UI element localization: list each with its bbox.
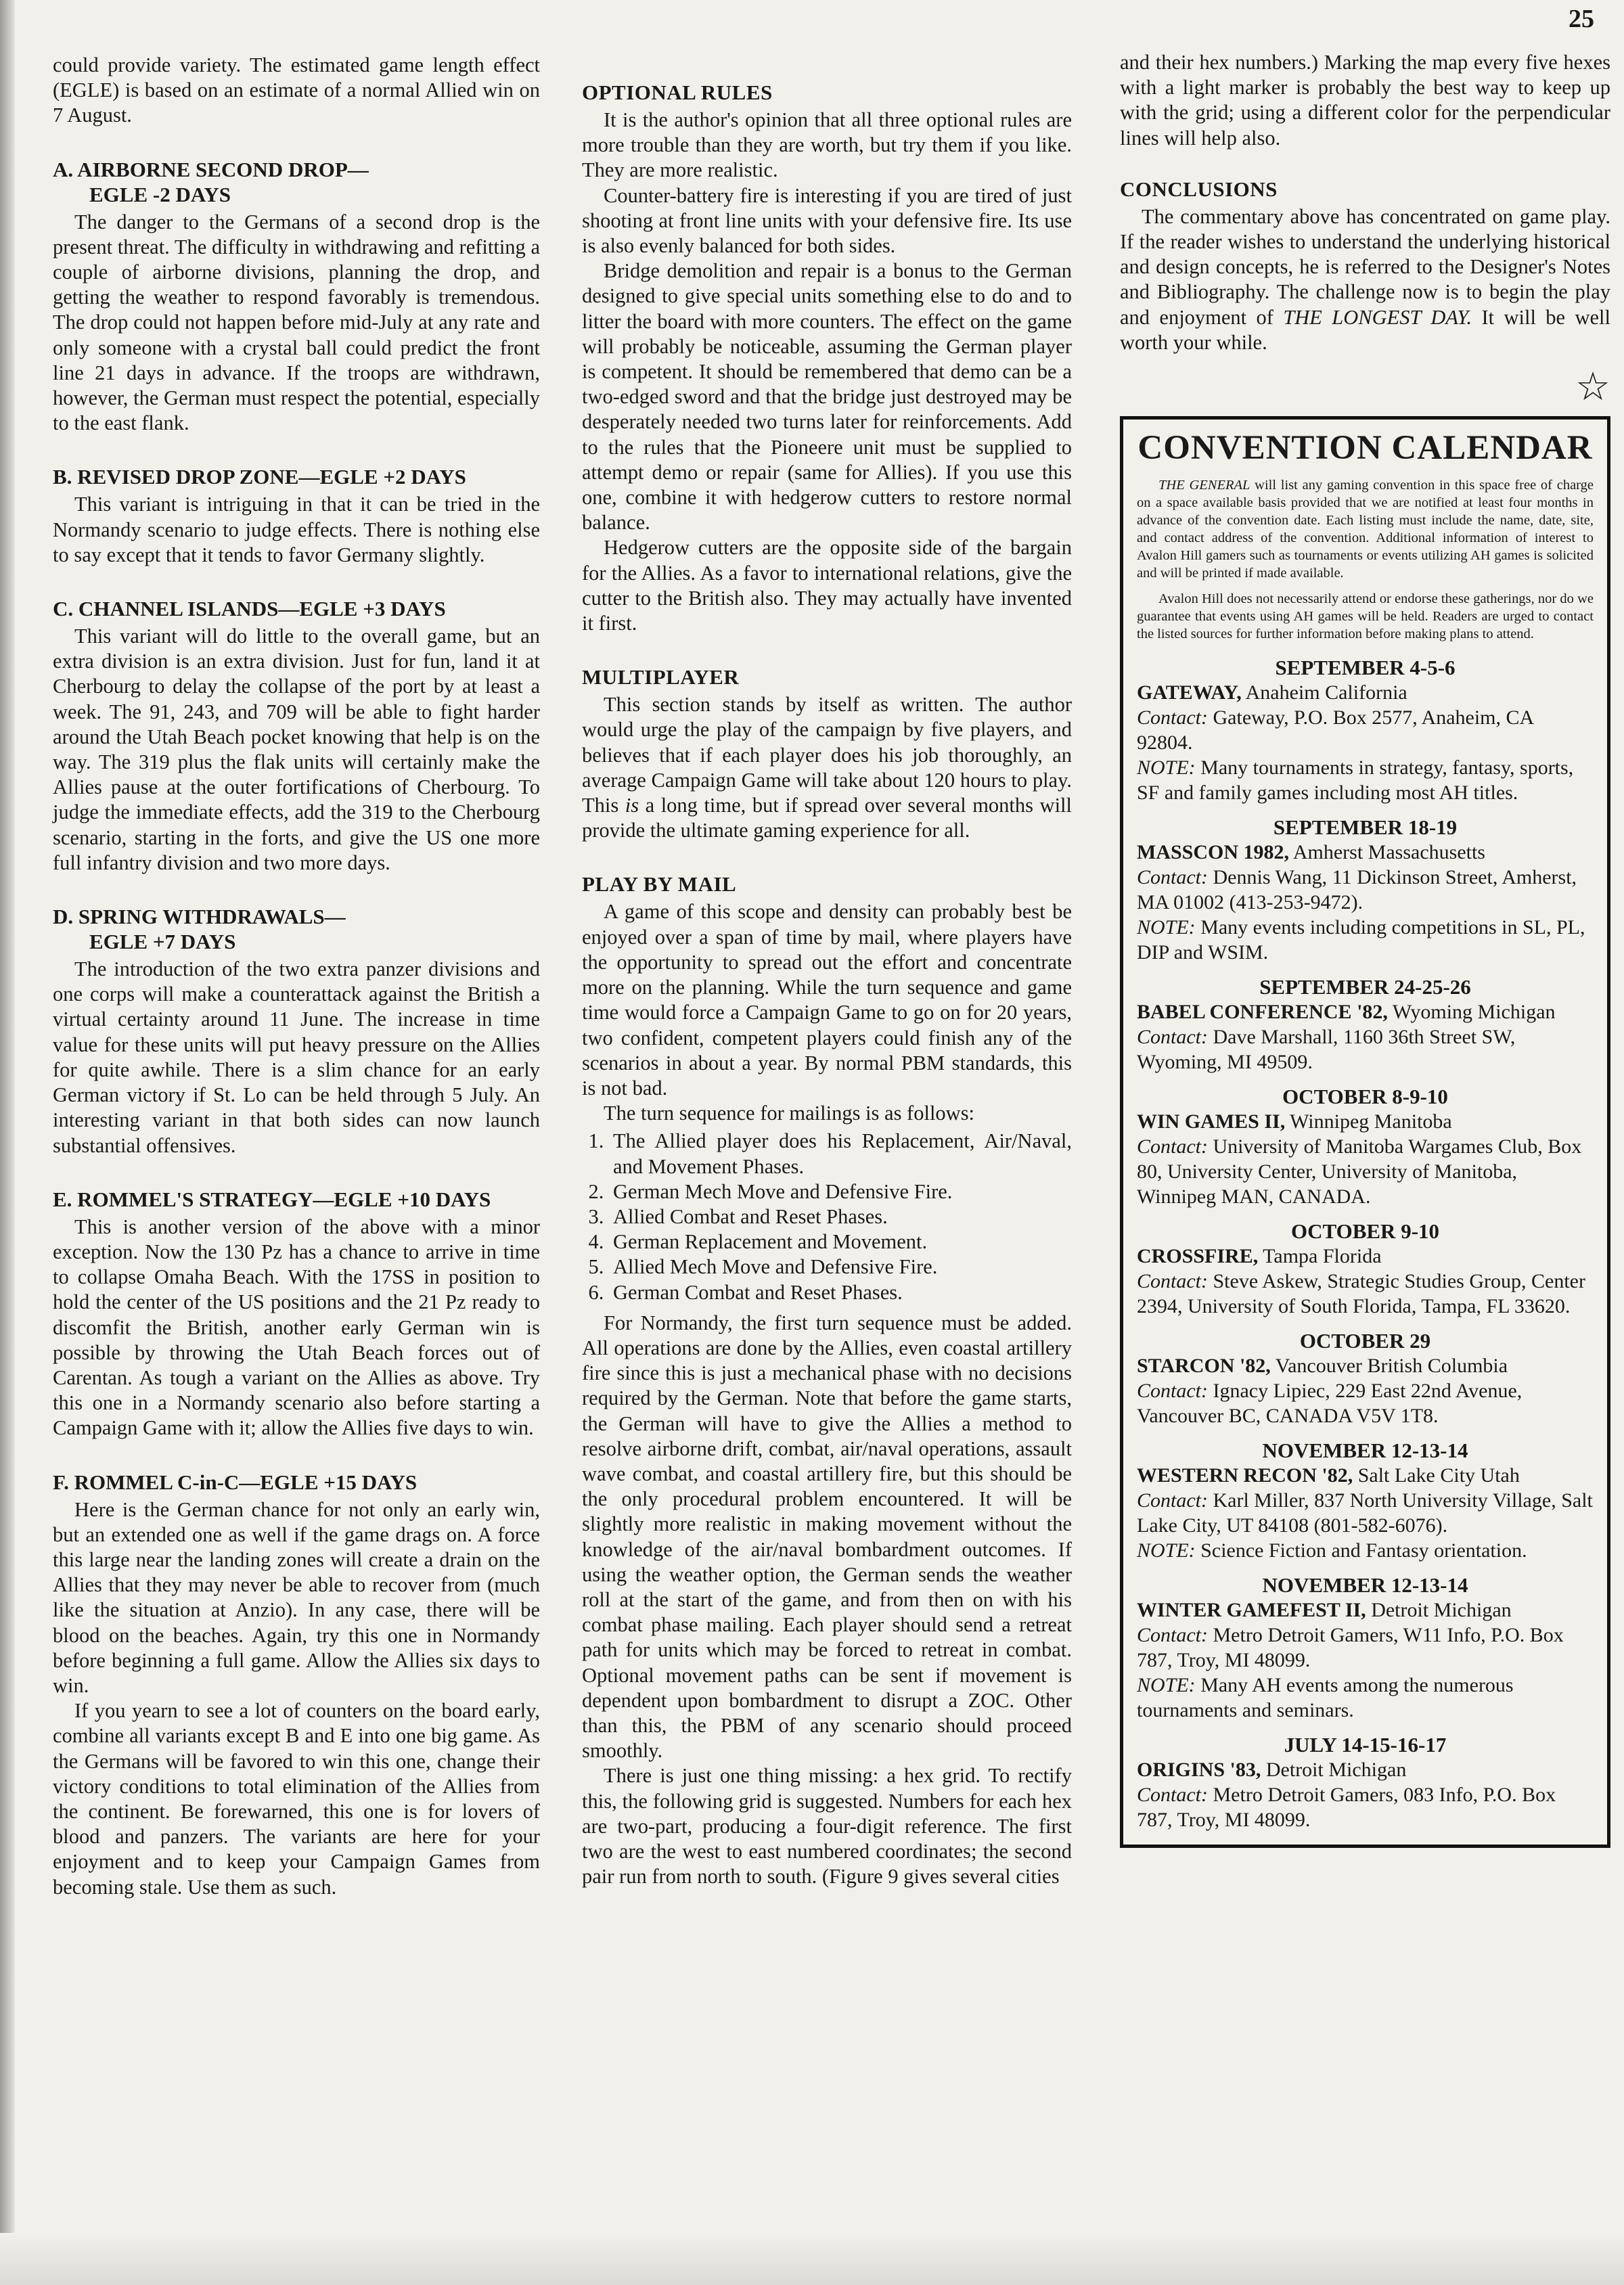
section-c: [53, 596, 540, 876]
event-date: SEPTEMBER 24-25-26: [1259, 975, 1471, 999]
section-paragraph: If you yearn to see a lot of counters on the board early, combine all variants except B and E into one big game. As the Germans will be favored to win this one, change their victory conditions to total elimination of the Allies from the continent. Be forewarned, this one is for lovers of blood and panzers. The variants are here for your enjoyment and to keep your Campaign Games from becoming stale. Use them as such.: [53, 1699, 540, 1899]
list-item: 6. German Combat and Reset Phases.: [609, 1280, 1072, 1305]
section-a: [53, 157, 540, 436]
calendar-disclaimer: Avalon Hill does not necessarily attend or endorse these gatherings, nor do we guarantee that events using AH games will be held. Readers are urged to contact the listed sources for further information before making plans to attend.: [1137, 591, 1594, 642]
scan-binding-shadow: [0, 0, 15, 2285]
list-item: 5. Allied Mech Move and Defensive Fire.: [609, 1254, 1072, 1280]
column-left: [53, 53, 540, 1900]
pbm-paragraph: For Normandy, the first turn sequence must be added. All operations are done by the Allies, even coastal artillery fire since this is just a mechanical phase with no decisions required by the German. Note that before the game starts, the German will have to give the Allies a method to resolve airborne drift, combat, air/naval operations, assault wave combat, and coastal artillery fire, but this should be the only procedural problem encountered. It will be slightly more realistic in making movement without the knowledge of the air/naval bombardment outcomes. If using the weather option, the German sends the weather roll at the start of the game, and from then on with his combat phase mailing. Each player should send a retreat path for units which may be forced to retreat in combat. Optional movement paths can be sent if movement is dependent upon bombardment to disrupt a ZOC. Other than this, the PBM of any scenario should proceed smoothly.: [582, 1311, 1072, 1763]
section-paragraph: The danger to the Germans of a second drop is the present threat. The difficulty in withdrawing and refitting a couple of airborne divisions, planning the drop, and getting the weather to respond favorably is tremendous. The drop could not happen before mid-July at any rate and only someone with a crystal ball could predict the front line 21 days in advance. If the troops are withdrawn, however, the German must respect the potential, especially to the east flank.: [53, 210, 540, 435]
event-title: WINTER GAMEFEST II, Detroit Michigan: [1137, 1599, 1512, 1622]
event-contact: Contact: Dennis Wang, 11 Dickinson Street, Amherst, MA 01002 (413-253-9472).: [1137, 866, 1577, 914]
event-title: WIN GAMES II, Winnipeg Manitoba: [1137, 1110, 1452, 1133]
pbm-paragraph: There is just one thing missing: a hex grid. To rectify this, the following grid is suggested. Numbers for each hex are two-part, producing a four-digit reference. The first two are the west to east numbered coordinates; the second pair run from north to south. (Figure 9 gives several cities: [582, 1764, 1072, 1888]
event-date: NOVEMBER 12-13-14: [1262, 1439, 1468, 1463]
convention-listing: [1137, 1732, 1594, 1832]
event-note: NOTE: Many AH events among the numerous tournaments and seminars.: [1137, 1674, 1514, 1722]
optional-rules-paragraph: Hedgerow cutters are the opposite side of the bargain for the Allies. As a favor to international relations, give the cutter to the British also. They may actually have invented it first.: [582, 536, 1072, 635]
calendar-title: CONVENTION CALENDAR: [1137, 429, 1593, 468]
optional-rules-paragraph: It is the author's opinion that all three optional rules are more trouble than they are worth, but try them if you like. They are more realistic.: [582, 108, 1072, 182]
event-contact: Contact: Metro Detroit Gamers, W11 Info, P.O. Box 787, Troy, MI 48099.: [1137, 1624, 1564, 1672]
section-paragraph: Here is the German chance for not only an early win, but an extended one as well if the game drags on. A force this large near the landing zones will create a drain on the Allies that they may never be able to recover from (much like the situation at Anzio). In any case, there will be blood on the beaches. Again, try this one in Normandy before beginning a full game. Allow the Allies six days to win.: [53, 1497, 540, 1697]
convention-calendar-box: [1120, 416, 1610, 1848]
event-date: OCTOBER 9-10: [1290, 1219, 1440, 1244]
event-date: OCTOBER 29: [1299, 1329, 1431, 1353]
event-date: SEPTEMBER 4-5-6: [1275, 656, 1456, 680]
event-contact: Contact: University of Manitoba Wargames Club, Box 80, University Center, University of Manitoba, Winnipeg MAN, CANADA.: [1137, 1135, 1582, 1208]
optional-rules-heading: OPTIONAL RULES: [582, 81, 773, 104]
pbm-paragraph: The turn sequence for mailings is as follows:: [604, 1102, 975, 1125]
column-middle: [582, 80, 1072, 1889]
convention-listing: [1137, 655, 1594, 805]
convention-listing: [1137, 815, 1594, 965]
conclusions-paragraph: The commentary above has concentrated on game play. If the reader wishes to understand the underlying historical and design concepts, he is referred to the Designer's Notes and Bibliography. The challenge now is to begin the play and enjoyment of THE LONGEST DAY. It will be well worth your while.: [1120, 204, 1610, 354]
section-paragraph: The introduction of the two extra panzer divisions and one corps will make a counterattack against the British a virtual certainty around 11 June. The increase in time value for these units will put heavy pressure on the Allies for quite awhile. There is a slim chance for an early German victory if St. Lo can be held through 5 July. An interesting variant in that both sides can now launch substantial offensives.: [53, 957, 540, 1157]
section-e: [53, 1187, 540, 1441]
section-paragraph: This is another version of the above with a minor exception. Now the 130 Pz has a chance to arrive in time to collapse Omaha Beach. With the 17SS in position to hold the center of the US positions and the 21 Pz ready to discomfit the British, another early German win is possible by throwing the Utah Beach forces out of Carentan. As tough a variant on the Allies as above. Try this one in a Normandy scenario also before starting a Campaign Game with it; allow the Allies five days to win.: [53, 1215, 540, 1440]
event-title: STARCON '82, Vancouver British Columbia: [1137, 1355, 1508, 1378]
event-note: NOTE: Science Fiction and Fantasy orientation.: [1137, 1539, 1527, 1562]
star-icon: ☆: [1575, 365, 1610, 409]
event-date: NOVEMBER 12-13-14: [1262, 1573, 1468, 1598]
convention-listing: [1137, 1438, 1594, 1563]
event-title: MASSCON 1982, Amherst Massachusetts: [1137, 841, 1485, 864]
event-title: CROSSFIRE, Tampa Florida: [1137, 1245, 1382, 1268]
column-right: [1120, 50, 1610, 1848]
conclusions-heading: CONCLUSIONS: [1120, 177, 1278, 201]
section-b: [53, 464, 540, 568]
convention-listing: [1137, 1328, 1594, 1428]
list-item: 3. Allied Combat and Reset Phases.: [609, 1204, 1072, 1229]
play-by-mail-heading: PLAY BY MAIL: [582, 872, 737, 897]
scan-bottom-shadow: [0, 2233, 1624, 2285]
pbm-paragraph: A game of this scope and density can probably best be enjoyed over a span of time by mail, where players have the opportunity to spread out the effort and concentrate more on the planning. While the turn sequence and game time would force a Campaign Game to go on for 20 years, two confident, competent players could finish any of the scenarios in about a year. By normal PBM standards, this is not bad.: [582, 900, 1072, 1100]
event-contact: Contact: Ignacy Lipiec, 229 East 22nd Avenue, Vancouver BC, CANADA V5V 1T8.: [1137, 1380, 1522, 1428]
list-item: 1. The Allied player does his Replacement, Air/Naval, and Movement Phases.: [609, 1129, 1072, 1179]
convention-listing: [1137, 1573, 1594, 1723]
event-contact: Contact: Steve Askew, Strategic Studies Group, Center 2394, University of South Florida, Tampa, FL 33620.: [1137, 1270, 1585, 1318]
event-title: GATEWAY, Anaheim California: [1137, 681, 1407, 704]
page-number: 25: [1569, 5, 1594, 33]
calendar-intro: THE GENERAL will list any gaming convention in this space free of charge on a space available basis provided that we are notified at least four months in advance of the convention date. Each listing must include the name, date, site, and contact address of the convention. Additional information of interest to Avalon Hill gamers such as tournaments or events utilizing AH games is solicited and will be printed if made available.: [1137, 478, 1594, 581]
event-date: OCTOBER 8-9-10: [1282, 1085, 1448, 1109]
intro-paragraph: could provide variety. The estimated game length effect (EGLE) is based on an estimate of a normal Allied win on 7 August.: [53, 53, 540, 127]
section-paragraph: This variant is intriguing in that it can be tried in the Normandy scenario to judge effects. There is nothing else to say except that it tends to favor Germany slightly.: [53, 493, 540, 566]
multiplayer-paragraph: This section stands by itself as written. The author would urge the play of the campaign by five players, and believes that if each player does his job thoroughly, an average Campaign Game will take about 120 hours to play. This is a long time, but if spread over several months will provide the ultimate gaming experience for all.: [582, 693, 1073, 842]
section-heading: D. SPRING WITHDRAWALS— EGLE +7 DAYS: [53, 905, 346, 954]
event-contact: Contact: Metro Detroit Gamers, 083 Info, P.O. Box 787, Troy, MI 48099.: [1137, 1784, 1556, 1832]
section-heading: A. AIRBORNE SECOND DROP— EGLE -2 DAYS: [53, 157, 369, 206]
optional-rules-paragraph: Bridge demolition and repair is a bonus to the German designed to give special units something else to do and to litter the board with more counters. The effect on the game will probably be noticeable, assuming the German player is competent. It should be remembered that demo can be a two-edged sword and that the bridge just destroyed may be desperately needed two turns later for reinforcements. Add to the rules that the Pioneere unit must be supplied to attempt demo or repair (same for Allies). If you use this one, combine it with hedgerow cutters to restore normal balance.: [582, 259, 1072, 535]
event-note: NOTE: Many events including competitions in SL, PL, DIP and WSIM.: [1137, 916, 1585, 964]
section-heading: B. REVISED DROP ZONE—EGLE +2 DAYS: [53, 465, 466, 489]
event-note: NOTE: Many tournaments in strategy, fantasy, sports, SF and family games including most AH titles.: [1137, 756, 1574, 805]
multiplayer-heading: MULTIPLAYER: [582, 665, 740, 689]
section-heading: F. ROMMEL C-in-C—EGLE +15 DAYS: [53, 1470, 418, 1494]
optional-rules-paragraph: Counter-battery fire is interesting if you are tired of just shooting at front line units with your defensive fire. Its use is also evenly balanced for both sides.: [582, 183, 1072, 258]
section-paragraph: This variant will do little to the overall game, but an extra division is an extra division. Just for fun, land it at Cherbourg to delay the collapse of the port by at least a week. The 91, 243, and 709 will be able to fight harder around the Utah Beach pocket knowing that help is on the way. The 319 plus the flak units will certainly make the Allies pause at the outer fortifications of Cherbourg. To judge the immediate effects, add the 319 to the Cherbourg scenario, starting in the forts, and give the US one more full infantry division and two more days.: [53, 625, 540, 874]
event-contact: Contact: Karl Miller, 837 North University Village, Salt Lake City, UT 84108 (801-582-6076).: [1137, 1489, 1593, 1537]
event-contact: Contact: Gateway, P.O. Box 2577, Anaheim, CA 92804.: [1137, 706, 1533, 754]
section-f: [53, 1470, 540, 1900]
continuation-paragraph: and their hex numbers.) Marking the map every five hexes with a light marker is probably the best way to keep up with the grid; using a different color for the perpendicular lines will help also.: [1120, 51, 1610, 150]
list-item: 4. German Replacement and Movement.: [609, 1229, 1072, 1254]
event-date: JULY 14-15-16-17: [1284, 1733, 1447, 1757]
event-date: SEPTEMBER 18-19: [1273, 815, 1458, 840]
convention-listing: [1137, 974, 1594, 1074]
turn-sequence-list: [582, 1129, 1072, 1305]
event-title: WESTERN RECON '82, Salt Lake City Utah: [1137, 1464, 1520, 1487]
section-heading: C. CHANNEL ISLANDS—EGLE +3 DAYS: [53, 597, 446, 621]
convention-listing: [1137, 1084, 1594, 1209]
section-heading: E. ROMMEL'S STRATEGY—EGLE +10 DAYS: [53, 1187, 491, 1211]
event-contact: Contact: Dave Marshall, 1160 36th Street SW, Wyoming, MI 49509.: [1137, 1026, 1516, 1074]
event-title: ORIGINS '83, Detroit Michigan: [1137, 1759, 1407, 1782]
section-d: [53, 904, 540, 1158]
list-item: 2. German Mech Move and Defensive Fire.: [609, 1179, 1072, 1204]
event-title: BABEL CONFERENCE '82, Wyoming Michigan: [1137, 1001, 1556, 1024]
convention-listing: [1137, 1219, 1594, 1319]
